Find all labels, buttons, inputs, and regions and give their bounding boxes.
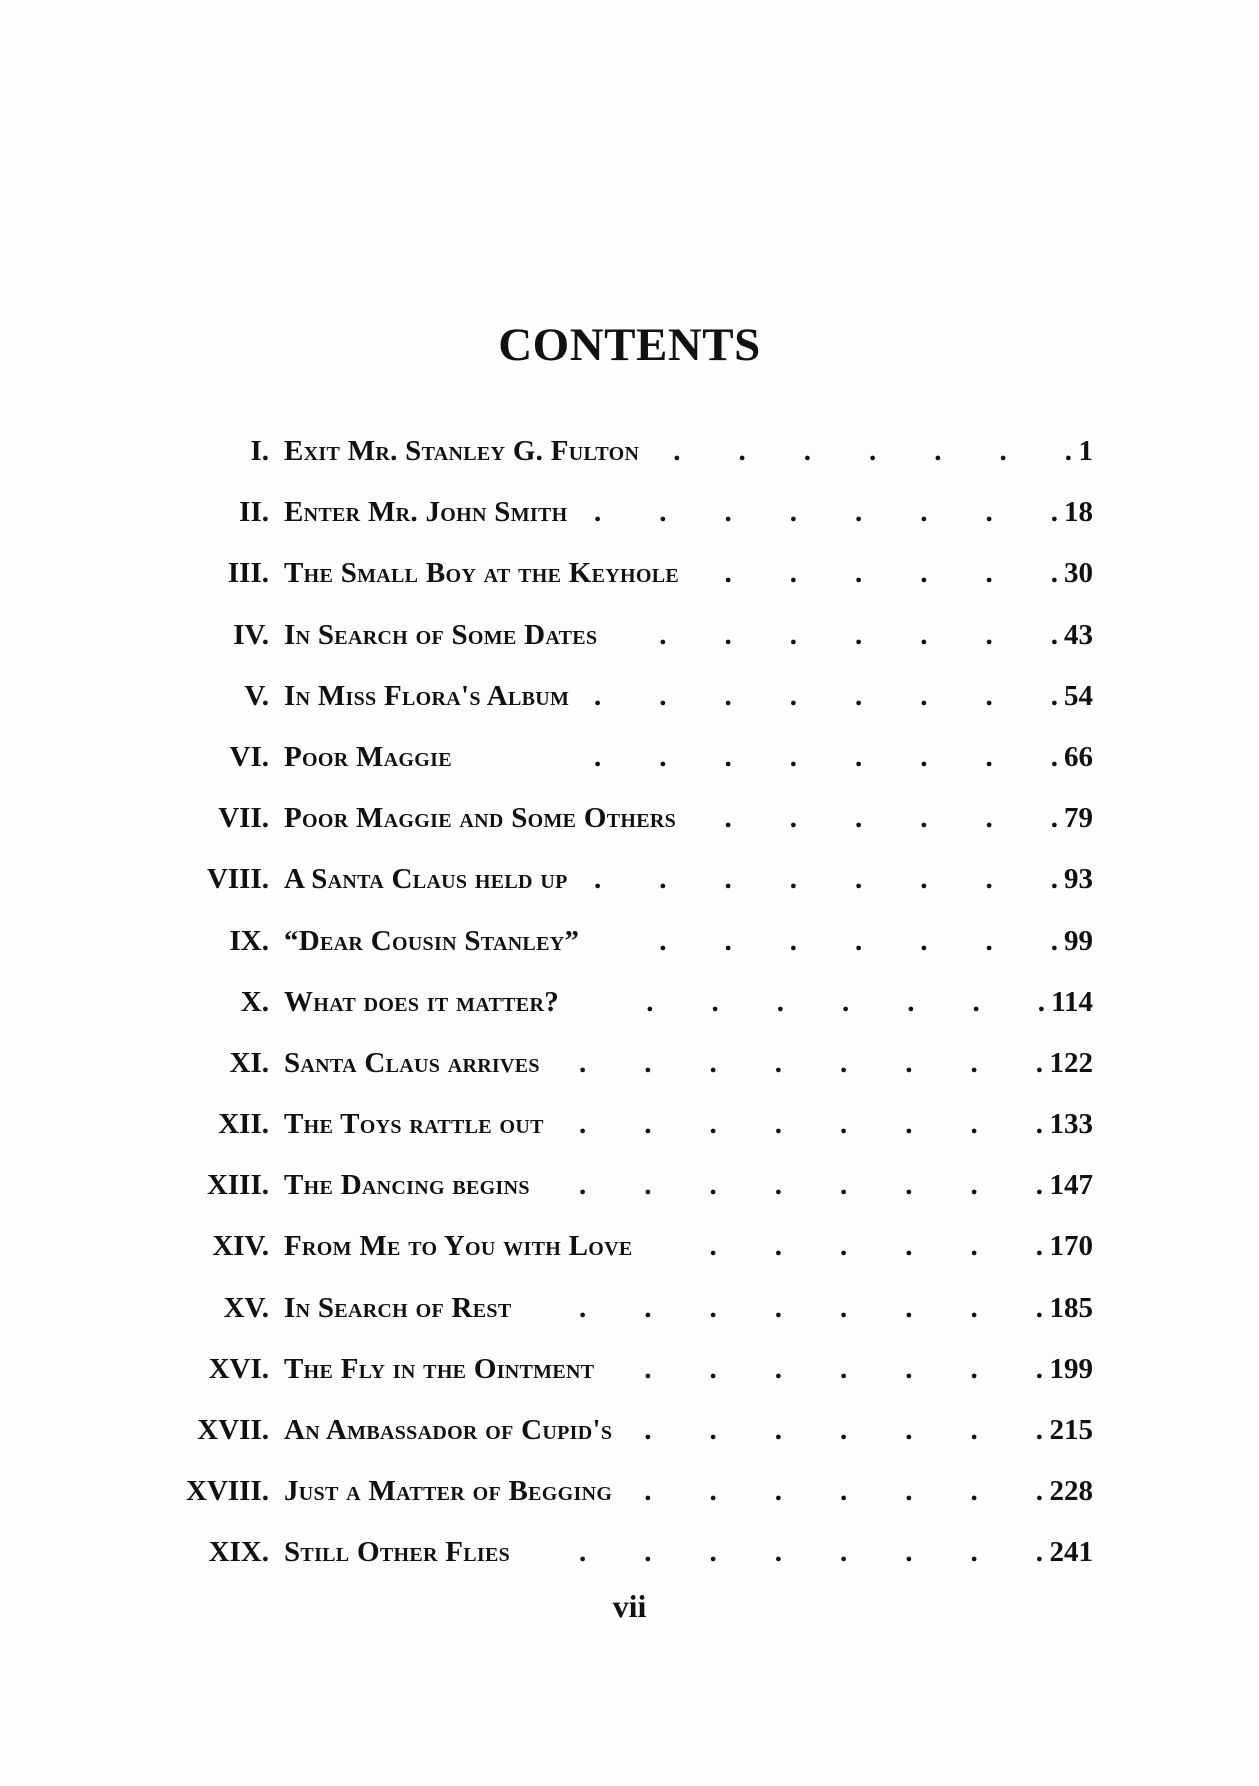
page-number: 185 — [1049, 1291, 1093, 1324]
chapter-numeral: XVII. — [197, 1414, 269, 1446]
chapter-title: Santa Claus arrives — [284, 1046, 540, 1079]
chapter-title: Enter Mr. John Smith — [284, 496, 568, 529]
dot-leader: . . . . . . . . — [579, 1291, 1043, 1324]
chapter-title: The Dancing begins — [284, 1169, 530, 1202]
toc-entry — [0, 736, 1259, 797]
dot-leader: . . . . . . . — [644, 1352, 1043, 1385]
page-folio: vii — [612, 1588, 647, 1624]
dot-leader: . . . . . . . . — [579, 1108, 1043, 1141]
dot-leader: . . . . . . . . — [579, 1169, 1043, 1202]
toc-entry — [0, 1225, 1259, 1286]
dot-leader: . . . . . . — [724, 557, 1058, 590]
toc-entry — [0, 1531, 1259, 1592]
toc-entry — [0, 797, 1259, 858]
chapter-title: In Miss Flora's Album — [284, 679, 570, 712]
toc-entry — [0, 981, 1259, 1042]
dot-leader: . . . . . . . — [644, 1475, 1043, 1508]
dot-leader: . . . . . . . . — [579, 1046, 1043, 1079]
page-number: 133 — [1049, 1108, 1093, 1141]
chapter-title: Just a Matter of Begging — [284, 1475, 613, 1508]
page-number: 122 — [1049, 1046, 1093, 1079]
chapter-title: A Santa Claus held up — [284, 863, 568, 896]
page-number: 79 — [1064, 802, 1093, 835]
chapter-numeral: XI. — [229, 1046, 269, 1079]
chapter-numeral: IX. — [229, 924, 269, 957]
toc-entry — [0, 1042, 1259, 1103]
toc-entry — [0, 491, 1259, 552]
chapter-title: The Small Boy at the Keyhole — [284, 557, 680, 590]
page-number: 18 — [1064, 496, 1093, 529]
toc-entry — [0, 1164, 1259, 1225]
page-number: 99 — [1064, 924, 1093, 957]
page-number: 43 — [1064, 618, 1093, 651]
chapter-numeral: V. — [244, 679, 269, 712]
chapter-title: An Ambassador of Cupid's — [284, 1414, 613, 1446]
chapter-title: In Search of Rest — [284, 1291, 512, 1324]
chapter-numeral: XVI. — [208, 1352, 269, 1385]
chapter-numeral: IV. — [233, 618, 269, 651]
dot-leader: . . . . . . . — [659, 618, 1058, 651]
page-number: 30 — [1064, 557, 1093, 590]
dot-leader: . . . . . . . . — [594, 863, 1058, 896]
chapter-title: In Search of Some Dates — [284, 618, 598, 651]
dot-leader: . . . . . . . — [659, 924, 1058, 957]
page-number: 241 — [1049, 1536, 1093, 1569]
dot-leader: . . . . . . — [724, 802, 1058, 835]
chapter-title: “Dear Cousin Stanley” — [284, 924, 580, 957]
chapter-title: What does it matter? — [284, 985, 559, 1018]
page-number: 1 — [1078, 435, 1093, 467]
page-number: 228 — [1049, 1475, 1093, 1508]
page-number: 114 — [1051, 985, 1093, 1018]
page-number: 170 — [1049, 1230, 1093, 1263]
dot-leader: . . . . . . . — [673, 435, 1072, 467]
chapter-title: From Me to You with Love — [284, 1230, 633, 1263]
toc-entry — [0, 430, 1259, 491]
chapter-numeral: I. — [250, 435, 269, 467]
chapter-numeral: VI. — [229, 740, 269, 773]
toc-entry — [0, 1287, 1259, 1348]
chapter-numeral: XV. — [223, 1291, 269, 1324]
dot-leader: . . . . . . . . — [594, 496, 1058, 529]
page-title: CONTENTS — [498, 319, 761, 371]
chapter-title: Exit Mr. Stanley G. Fulton — [284, 435, 640, 467]
chapter-title: Poor Maggie and Some Others — [284, 802, 677, 835]
page-number: 199 — [1049, 1352, 1093, 1385]
page-number: 66 — [1064, 740, 1093, 773]
chapter-numeral: VII. — [218, 802, 269, 835]
page-number: 147 — [1049, 1169, 1093, 1202]
chapter-numeral: VIII. — [206, 863, 269, 896]
toc-entry — [0, 1470, 1259, 1531]
page-number: 215 — [1049, 1414, 1093, 1446]
chapter-numeral: XVIII. — [186, 1475, 269, 1508]
page-number: 93 — [1064, 863, 1093, 896]
toc-entry — [0, 920, 1259, 981]
toc-entry — [0, 858, 1259, 919]
dot-leader: . . . . . . — [709, 1230, 1043, 1263]
chapter-numeral: II. — [239, 496, 269, 529]
toc-entry — [0, 675, 1259, 736]
chapter-numeral: XIV. — [212, 1230, 269, 1263]
dot-leader: . . . . . . . — [646, 985, 1045, 1018]
page-number: 54 — [1064, 679, 1093, 712]
chapter-title: The Toys rattle out — [284, 1108, 544, 1141]
toc-entry — [0, 1348, 1259, 1409]
chapter-title: The Fly in the Ointment — [284, 1352, 595, 1385]
toc-entry — [0, 1409, 1259, 1470]
toc-entry — [0, 614, 1259, 675]
chapter-numeral: XII. — [218, 1108, 269, 1141]
dot-leader: . . . . . . . . — [594, 679, 1058, 712]
chapter-title: Poor Maggie — [284, 740, 452, 773]
chapter-numeral: XIX. — [208, 1536, 269, 1569]
dot-leader: . . . . . . . . — [579, 1536, 1043, 1569]
chapter-numeral: XIII. — [206, 1169, 269, 1202]
toc-entry — [0, 552, 1259, 613]
chapter-numeral: III. — [227, 557, 269, 590]
toc-entry — [0, 1103, 1259, 1164]
dot-leader: . . . . . . . . — [594, 740, 1058, 773]
dot-leader: . . . . . . . — [644, 1414, 1043, 1446]
table-of-contents — [0, 430, 1259, 1593]
chapter-title: Still Other Flies — [284, 1536, 511, 1569]
chapter-numeral: X. — [240, 985, 269, 1018]
